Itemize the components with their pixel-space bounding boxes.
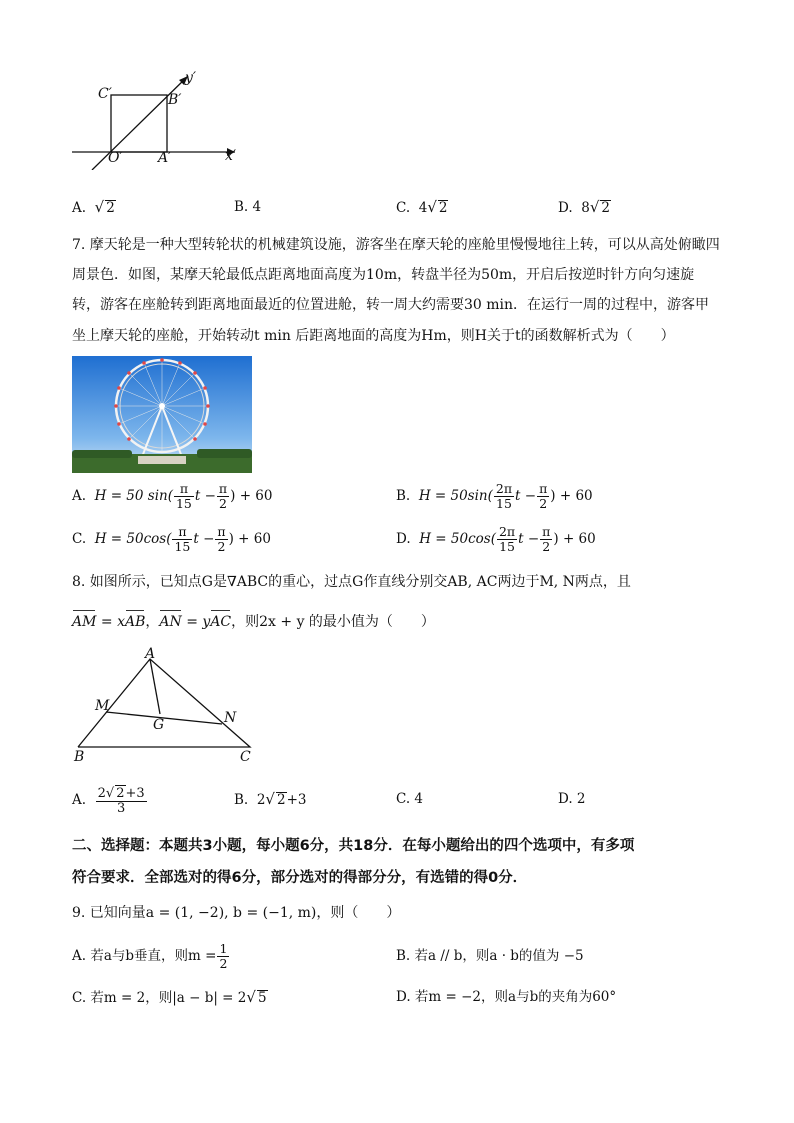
- label-n: N: [224, 710, 237, 726]
- q8-option-a[interactable]: A. $\frac{2√ 2+3}{3}$: [72, 786, 145, 816]
- q7-option-c[interactable]: C. H = 50cos( $\frac{\pi}{15}$ t − $\frac{\pi}{2}$ ) + 60: [72, 524, 271, 554]
- q6-option-a[interactable]: A. √ 2: [72, 198, 115, 216]
- q9-option-b[interactable]: B. 若a // b，则a · b的值为 −5: [396, 948, 584, 964]
- label-b-prime: B′: [168, 92, 182, 108]
- q7-option-b[interactable]: B. H = 50sin( $\frac{2\pi}{15}$ t − $\frac{\pi}{2}$ ) + 60: [396, 481, 593, 511]
- label-o-prime: O′: [108, 150, 123, 166]
- label-y-prime: y′: [185, 70, 197, 86]
- label-g: G: [153, 717, 165, 733]
- label-a: A: [145, 646, 156, 662]
- q8-option-d[interactable]: D. 2: [558, 791, 586, 807]
- section-2-heading-line-1: 二、选择题：本题共3小题，每小题6分，共18分．在每小题给出的四个选项中，有多项: [72, 838, 635, 854]
- q7-line-2: 周景色．如图，某摩天轮最低点距离地面高度为10m，转盘半径为50m，开启后按逆时针方向匀速旋: [72, 267, 695, 283]
- q7-option-d[interactable]: D. H = 50cos( $\frac{2\pi}{15}$ t − $\frac{\pi}{2}$ ) + 60: [396, 524, 596, 554]
- q6-option-d[interactable]: D. 8√ 2: [558, 198, 610, 216]
- q6-option-b[interactable]: B. 4: [234, 199, 262, 215]
- q7-line-1: 7. 摩天轮是一种大型转轮状的机械建筑设施，游客坐在摩天轮的座舱里慢慢地往上转，可以从高处俯瞰四: [72, 237, 720, 253]
- label-c: C: [240, 749, 251, 765]
- label-m: M: [95, 698, 110, 714]
- label-a-prime: A′: [158, 150, 172, 166]
- label-x-prime: x′: [225, 148, 237, 164]
- q9-option-d[interactable]: D. 若m = −2，则a与b的夹角为60°: [396, 989, 617, 1005]
- label-b: B: [74, 749, 85, 765]
- section-2-heading-line-2: 符合要求．全部选对的得6分，部分选对的得部分分，有选错的得0分．: [72, 870, 528, 886]
- q7-option-a[interactable]: A. H = 50 sin( $\frac{\pi}{15}$ t − $\frac{\pi}{2}$ ) + 60: [72, 481, 273, 511]
- label-c-prime: C′: [98, 86, 112, 102]
- q8-option-c[interactable]: C. 4: [396, 791, 424, 807]
- ferris-wheel-photo: [72, 356, 252, 473]
- q9-stem: 9. 已知向量a = (1, −2), b = (−1, m)，则（ ）: [72, 905, 401, 921]
- q8-line-2: AM = xAB，AN = yAC，则2x + y 的最小值为（ ）: [72, 614, 435, 630]
- q6-option-c[interactable]: C. 4√ 2: [396, 198, 448, 216]
- q9-option-c[interactable]: C. 若m = 2，则|a − b| = 2√ 5: [72, 988, 267, 1006]
- q9-option-a[interactable]: A. 若a与b垂直，则m = $\frac{1}{2}$: [72, 941, 228, 971]
- q7-line-3: 转，游客在座舱转到距离地面最近的位置进舱，转一周大约需要30 min．在运行一周的过程中，游客甲: [72, 297, 710, 313]
- q8-option-b[interactable]: B. 2√ 2+3: [234, 790, 307, 808]
- q7-line-4: 坐上摩天轮的座舱，开始转动t min 后距离地面的高度为Hm，则H关于t的函数解析式为（ ）: [72, 328, 675, 344]
- q8-line-1: 8. 如图所示，已知点G是∇ABC的重心，过点G作直线分别交AB, AC两边于M, N两点，且: [72, 574, 631, 590]
